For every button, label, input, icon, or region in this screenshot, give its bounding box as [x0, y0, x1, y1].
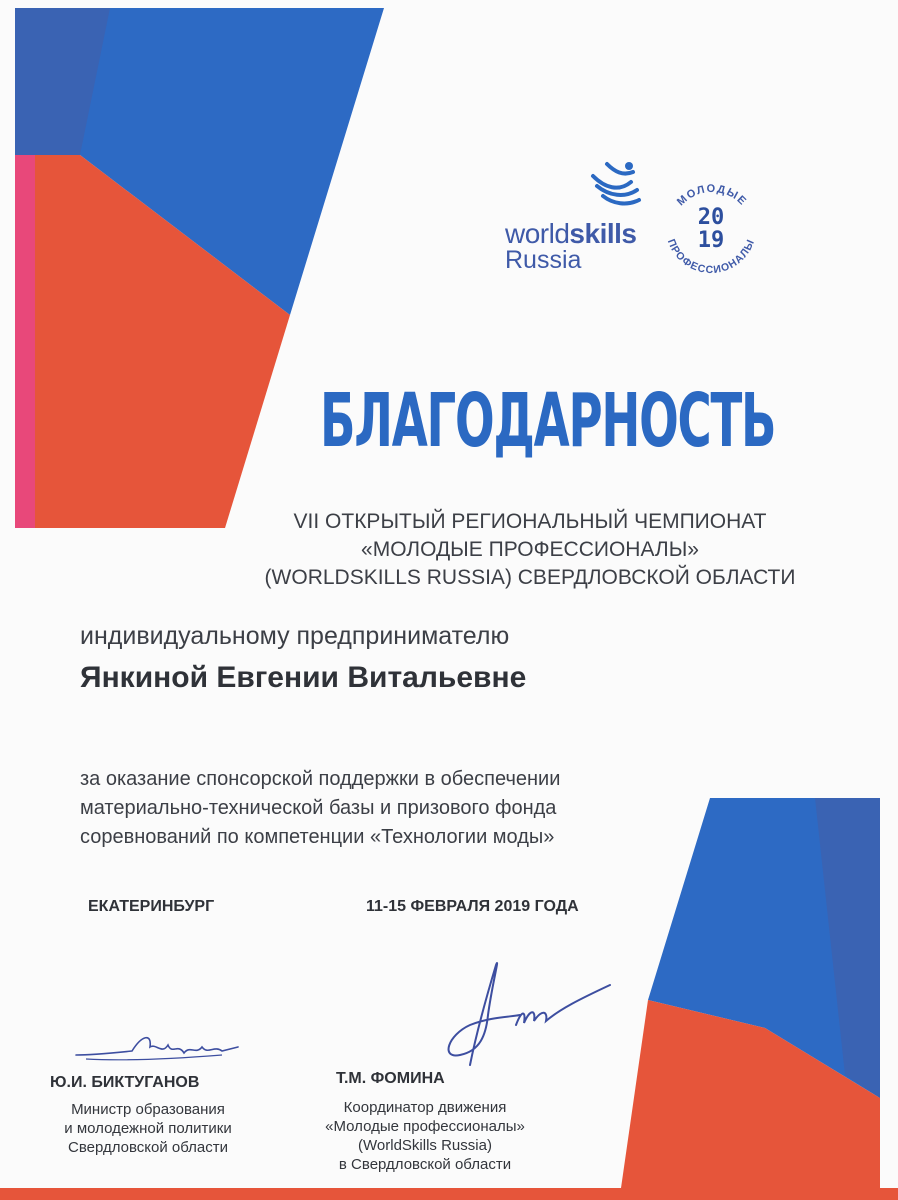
logo-word-russia: Russia	[505, 246, 582, 274]
signer-position	[300, 1098, 550, 1174]
logo-word-world: world	[505, 218, 570, 249]
worldskills-emblem-icon	[585, 158, 645, 218]
signature-biktuganov	[72, 1025, 242, 1075]
seal-year-bottom: 19	[697, 228, 725, 253]
signature-fomina	[430, 955, 620, 1075]
reason-line: за оказание спонсорской поддержки в обеспечении	[80, 768, 561, 790]
signer-position-line: и молодежной политики	[64, 1120, 232, 1137]
gratitude-reason	[80, 765, 560, 852]
place: ЕКАТЕРИНБУРГ	[88, 898, 215, 915]
event-line: «МОЛОДЫЕ ПРОФЕССИОНАЛЫ»	[361, 538, 699, 561]
signer-position-line: «Молодые профессионалы»	[325, 1118, 525, 1135]
signer-position-line: Координатор движения	[343, 1099, 507, 1116]
young-professionals-seal	[652, 170, 770, 288]
event-description	[180, 508, 880, 592]
recipient-name: Янкиной Евгении Витальевне	[80, 661, 527, 694]
signer-position-line: Свердловской области	[67, 1139, 228, 1156]
signer-position	[48, 1100, 248, 1157]
event-line: (WORLDSKILLS RUSSIA) СВЕРДЛОВСКОЙ ОБЛАСТИ	[264, 566, 796, 589]
seal-arc-top: МОЛОДЫЕ	[674, 182, 750, 209]
event-dates: 11-15 ФЕВРАЛЯ 2019 ГОДА	[366, 898, 579, 915]
top-left-red-shade	[15, 155, 35, 528]
signer-position-line: (WorldSkills Russia)	[358, 1137, 492, 1154]
seal-arc-bottom: ПРОФЕССИОНАЛЫ	[664, 237, 758, 277]
bottom-edge-stripe	[0, 1188, 898, 1200]
signer-name: Ю.И. БИКТУГАНОВ	[50, 1074, 200, 1091]
signer-name: Т.М. ФОМИНА	[336, 1070, 445, 1087]
seal-year-top: 20	[697, 205, 725, 230]
recipient-role: индивидуальному предпринимателю	[80, 622, 510, 650]
signer-position-line: Министр образования	[71, 1101, 225, 1118]
logo-word-skills: skills	[569, 218, 637, 249]
worldskills-logo	[505, 220, 636, 273]
reason-line: материально-технической базы и призового фонда	[80, 797, 557, 819]
reason-line: соревнований по компетенции «Технологии моды»	[80, 826, 555, 848]
event-line: VII ОТКРЫТЫЙ РЕГИОНАЛЬНЫЙ ЧЕМПИОНАТ	[293, 510, 767, 533]
document-title: БЛАГОДАРНОСТЬ	[320, 378, 776, 464]
signer-position-line: в Свердловской области	[338, 1156, 512, 1173]
